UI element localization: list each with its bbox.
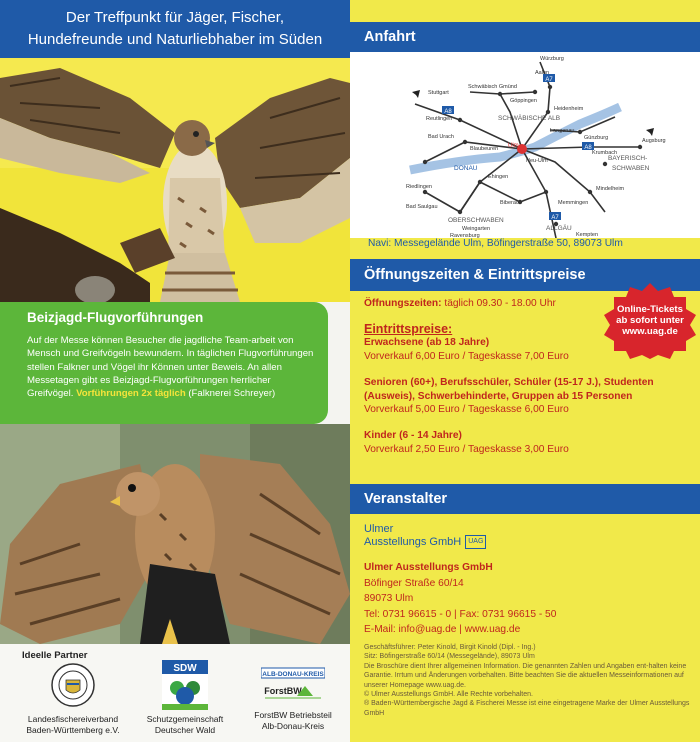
opening-hours-label: Öffnungszeiten: <box>364 298 442 309</box>
map-bayerisch: BAYERISCH- <box>608 155 648 162</box>
flight-demo-title: Beizjagd-Flugvorführungen <box>27 310 204 325</box>
footer-copyright: © Ulmer Ausstellungs GmbH. Alle Rechte vorbehalten. <box>364 691 533 699</box>
uag-logo-line-2: Ausstellungs GmbH <box>364 536 462 548</box>
sdw-logo-text: SDW <box>173 663 197 674</box>
footer-registered-office: Sitz: Böfingerstraße 60/14 (Messegelände), 89073 Ulm <box>364 653 535 661</box>
price-category: Senioren (60+), Berufsschüler, Schüler (15-17 J.), Studenten (Ausweis), Schwerbehinderte, Gruppen ab 15 Personen <box>364 377 654 402</box>
partner-sdw <box>135 660 235 735</box>
directions-map <box>350 52 700 238</box>
map-mindelheim: Mindelheim <box>596 186 625 192</box>
map-heidenheim: Heidenheim <box>554 106 584 112</box>
price-category: Erwachsene (ab 18 Jahre) <box>364 337 490 349</box>
map-goeppingen: Göppingen <box>510 98 537 104</box>
ticket-badge-line-3[interactable]: www.uag.de <box>622 326 678 337</box>
map-bad-saulgau: Bad Saulgau <box>406 204 438 210</box>
partner-1-line-1: Landesfischereiverband <box>27 714 119 724</box>
map-aalen: Aalen <box>535 70 550 76</box>
uag-logo-row <box>364 535 486 549</box>
price-item-reduced <box>364 376 694 416</box>
map-blaubeuren: Blaubeuren <box>470 146 499 152</box>
map-guenzburg: Günzburg <box>584 135 609 141</box>
price-category: Kinder (6 - 14 Jahre) <box>364 430 462 442</box>
map-allgaeu: ALLGÄU <box>546 225 572 232</box>
uag-logo-line-1: Ulmer <box>364 523 394 535</box>
company-phone: Tel: 0731 96615 - 0 | Fax: 0731 96615 - 50 <box>364 608 557 620</box>
opening-hours-value: täglich 09.30 - 18.00 Uhr <box>441 298 556 309</box>
map-oberschwaben: OBERSCHWABEN <box>448 217 504 224</box>
organizer-address <box>364 560 694 638</box>
price-value: Vorverkauf 2,50 Euro / Tageskasse 3,00 Euro <box>364 443 569 455</box>
ticket-badge-line-2: ab sofort unter <box>616 315 684 326</box>
headline <box>0 0 350 58</box>
headline-line-2: Hundefreunde und Naturliebhaber im Süden <box>27 31 323 48</box>
price-item-adults <box>364 336 694 363</box>
navi-address: Navi: Messegelände Ulm, Böfingerstraße 50, 89073 Ulm <box>368 238 623 249</box>
fishery-seal-icon <box>50 662 96 708</box>
partners-section <box>0 644 350 742</box>
map-ravensburg: Ravensburg <box>450 233 480 238</box>
map-schwaebisch-gmuend: Schwäbisch Gmünd <box>468 84 517 90</box>
ticket-badge-line-1: Online-Tickets <box>617 304 683 315</box>
map-a7-north: A7 <box>545 77 553 83</box>
price-list <box>364 323 694 456</box>
price-value: Vorverkauf 6,00 Euro / Tageskasse 7,00 Euro <box>364 350 569 362</box>
map-augsburg: Augsburg <box>642 138 666 144</box>
company-street: Böfinger Straße 60/14 <box>364 577 464 589</box>
kestrel-illustration <box>0 424 350 644</box>
footer-trademark: ® Baden-Württembergische Jagd & Fischerei Messe ist eine eingetragene Marke der Ulmer Ausstellungs GmbH <box>364 700 690 717</box>
legal-footer <box>364 643 696 718</box>
company-name: Ulmer Ausstellungs GmbH <box>364 562 493 573</box>
map-schwaben: SCHWABEN <box>612 165 650 172</box>
flight-demo-suffix: (Falknerei Schreyer) <box>185 388 276 400</box>
hawk-illustration <box>0 58 350 302</box>
hawk-photo <box>0 58 350 302</box>
flight-demo-text <box>27 334 318 400</box>
kestrel-photo <box>0 424 350 644</box>
partner-1-line-2: Baden-Württemberg e.V. <box>26 724 120 735</box>
price-value: Vorverkauf 5,00 Euro / Tageskasse 6,00 Euro <box>364 404 569 416</box>
partner-forstbw <box>240 660 346 731</box>
uag-mark-icon: UAG <box>465 535 486 549</box>
hours-heading: Öffnungszeiten & Eintrittspreise <box>350 259 700 291</box>
flight-demo-highlight: Vorführungen 2x täglich <box>76 388 186 400</box>
prices-title: Eintrittspreise: <box>364 322 453 336</box>
company-city: 89073 Ulm <box>364 593 414 604</box>
sdw-logo-icon <box>162 660 208 710</box>
forstbw-logo-icon <box>261 660 325 706</box>
map-a7-south: A7 <box>551 215 559 221</box>
map-a8-east: A8 <box>584 145 592 151</box>
map-a8-west: A8 <box>444 109 452 115</box>
map-memmingen: Memmingen <box>558 200 589 206</box>
partner-landesfischereiverband <box>18 660 128 735</box>
partner-2-line-2: Deutscher Wald <box>154 724 216 735</box>
partners-title: Ideelle Partner <box>22 650 88 661</box>
forstbw-logo-text: ForstBW <box>264 686 302 696</box>
footer-disclaimer: Die Broschüre dient Ihrer allgemeinen Information. Die genannten Zahlen und Angaben ent-halten keine Garantie. Irrtum und Änderungen vorbehalten. Bitte beachten Sie die aktuellen Messeinformationen auf unserer Homepage www.uag.de. <box>364 662 687 689</box>
opening-hours <box>364 298 556 309</box>
organizer-heading: Veranstalter <box>350 484 700 514</box>
flight-demo-description: Auf der Messe können Besucher die jagdliche Team-arbeit von Mensch und Greifvögeln bewundern. In täglichen Flugvorführungen stellen Falkner und Vögel ihr Können unter Beweis. An allen Messetagen gibt es Beizjagd-Flugvorführungen herrlicher Greifvögel. <box>27 335 314 400</box>
map-ulm: Ulm <box>508 143 519 149</box>
flight-demo-box <box>0 302 328 424</box>
map-stuttgart: Stuttgart <box>428 90 449 96</box>
directions-heading: Anfahrt <box>350 22 700 52</box>
partner-2-line-1: Schutzgemeinschaft <box>146 714 224 724</box>
partner-3-line-2: Alb-Donau-Kreis <box>261 720 325 731</box>
alb-donau-logo-text: ALB-DONAU-KREIS <box>262 671 324 678</box>
road-map-illustration <box>350 52 700 238</box>
map-ehingen: Ehingen <box>488 174 509 180</box>
uag-logo <box>364 523 486 549</box>
map-langenau: Langenau <box>550 128 575 134</box>
map-wuerzburg: Würzburg <box>540 56 564 62</box>
map-donau: DONAU <box>454 165 478 172</box>
map-kempten: Kempten <box>576 232 599 238</box>
map-schwaebische-alb: SCHWÄBISCHE ALB <box>498 115 561 122</box>
headline-line-1: Der Treffpunkt für Jäger, Fischer, <box>65 9 285 26</box>
footer-managing-directors: Geschäftsführer: Peter Kinold, Birgit Kinold (Dipl. - Ing.) <box>364 644 536 651</box>
partner-3-line-1: ForstBW Betriebsteil <box>254 710 332 720</box>
right-panel <box>350 0 700 742</box>
map-bad-urach: Bad Urach <box>428 134 454 140</box>
map-weingarten: Weingarten <box>462 226 491 232</box>
map-reutlingen: Reutlingen <box>426 116 453 122</box>
map-biberach: Biberach <box>500 200 522 206</box>
map-krumbach: Krumbach <box>592 150 618 156</box>
map-riedlingen: Riedlingen <box>406 184 432 190</box>
price-item-children <box>364 429 694 456</box>
map-neu-ulm: Neu-Ulm <box>526 158 548 164</box>
company-email[interactable]: E-Mail: info@uag.de | www.uag.de <box>364 624 521 635</box>
